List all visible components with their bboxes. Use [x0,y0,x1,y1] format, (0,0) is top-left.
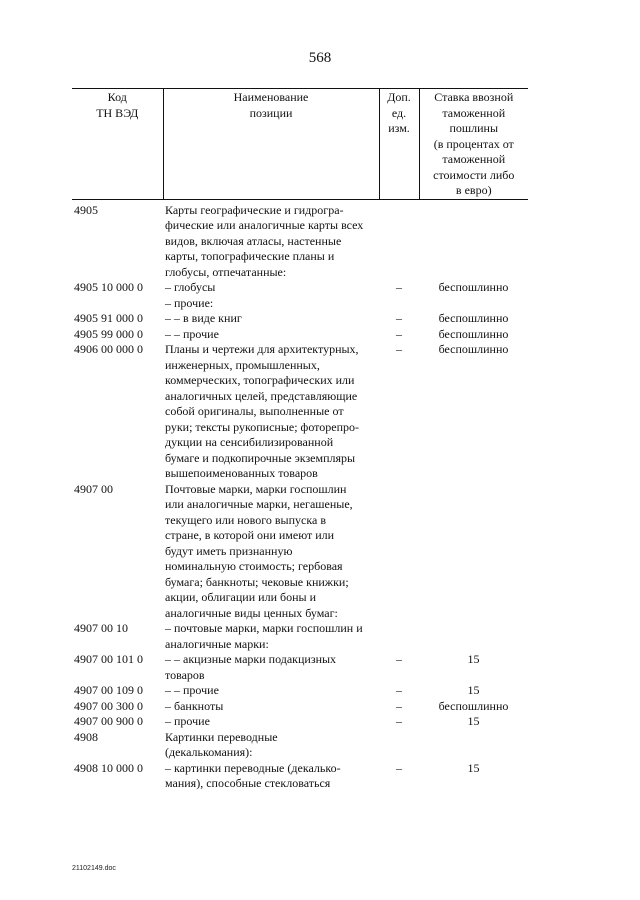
table-row [72,327,528,343]
cell-unit: – [396,311,402,325]
cell-unit: – [396,280,402,294]
header-unit-label: Доп. ед. изм. [387,90,411,135]
header-name [163,89,379,200]
table-row [72,683,528,699]
cell-code: 4907 00 101 0 [74,652,143,666]
cell-unit: – [396,760,402,775]
header-name-label: Наименование позиции [233,90,309,120]
footer-filename: 21102149.doc [72,865,116,872]
cell-rate [419,199,528,280]
cell-code: 4907 00 900 0 [74,714,143,728]
table-row [72,296,528,312]
cell-name: – прочие [165,714,210,728]
cell-rate: 15 [467,714,480,728]
cell-unit [379,621,419,652]
table-row [72,621,528,652]
table-row [72,482,528,622]
table-row [72,342,528,482]
table-header-row [72,89,528,200]
table-row [72,199,528,280]
cell-unit [379,296,419,312]
cell-code: 4905 99 000 0 [74,326,143,341]
cell-code [72,296,163,312]
cell-name: – почтовые марки, марки госпошлин и аналогичные марки: [165,621,363,651]
header-code [72,89,163,200]
cell-rate [419,482,528,622]
cell-code: 4907 00 [74,481,113,496]
cell-code: 4906 00 000 0 [74,342,143,356]
cell-name: – – в виде книг [165,311,242,325]
cell-name: Картинки переводные (декалькомания): [165,729,278,759]
cell-name: Почтовые марки, марки госпошлин или аналогичные марки, негашеные, текущего или нового выпуска в стране, в которой они имеют или будут иметь признанную номинальную стоимость; гербовая бумага; банкноты; чековые книжки; акции, облигации или боны и аналогичные виды ценных бумаг: [165,481,353,620]
cell-rate [419,296,528,312]
cell-rate: 15 [467,652,480,666]
cell-code: 4905 91 000 0 [74,311,143,325]
cell-rate [419,730,528,761]
cell-name: Планы и чертежи для архитектурных, инженерных, промышленных, коммерческих, топографических или аналогичных целей, представляющие собой оригиналы, выполненные от руки; тексты рукописные; фоторепро- дукции на сенсибилизированной бумаге и подкопирочные экземпляры вышепоименованных товаров [165,342,359,480]
cell-code: 4907 00 109 0 [74,683,143,697]
header-rate [419,89,528,200]
cell-unit: – [396,652,402,666]
table-row [72,714,528,730]
cell-name: Карты географические и гидрогра- фические или аналогичные карты всех видов, включая атласы, настенные карты, топографические планы и глобусы, отпечатанные: [165,202,364,279]
table-row [72,311,528,327]
header-rate-label: Ставка ввозной таможенной пошлины (в процентах от таможенной стоимости либо в евро) [433,90,515,197]
cell-rate [419,621,528,652]
cell-code: 4905 [74,202,98,217]
cell-rate: беспошлинно [438,311,509,325]
cell-unit: – [396,698,402,713]
cell-rate: 15 [467,683,480,697]
table-row [72,730,528,761]
page-number: 568 [308,50,332,66]
header-unit [379,89,419,200]
cell-code: 4908 10 000 0 [74,760,143,775]
cell-rate: беспошлинно [438,280,509,294]
cell-unit [379,482,419,622]
cell-name: – глобусы [165,280,216,294]
cell-rate: беспошлинно [438,326,509,341]
cell-unit [379,199,419,280]
table-row [72,280,528,296]
cell-code: 4905 10 000 0 [74,280,143,294]
cell-rate: 15 [467,760,480,775]
table-row [72,761,528,792]
cell-rate: беспошлинно [438,698,509,713]
cell-unit: – [396,342,402,356]
cell-name: – – прочие [165,683,219,697]
cell-name: – картинки переводные (декалько- мания), способные стекловаться [165,760,341,790]
cell-name: – – прочие [165,326,219,341]
table-row [72,699,528,715]
header-code-label: Код ТН ВЭД [96,90,139,120]
tariff-table [72,88,528,792]
cell-code: 4907 00 10 [74,621,128,635]
cell-name: – банкноты [165,698,224,713]
cell-rate: беспошлинно [438,342,509,356]
cell-code: 4907 00 300 0 [74,698,143,713]
cell-code: 4908 [74,729,98,744]
cell-unit: – [396,683,402,697]
cell-unit: – [396,714,402,728]
cell-name: – прочие: [165,295,214,310]
table-row [72,652,528,683]
tariff-table-container [72,88,528,792]
cell-unit: – [396,326,402,341]
cell-unit [379,730,419,761]
cell-name: – – акцизные марки подакцизных товаров [165,652,337,682]
